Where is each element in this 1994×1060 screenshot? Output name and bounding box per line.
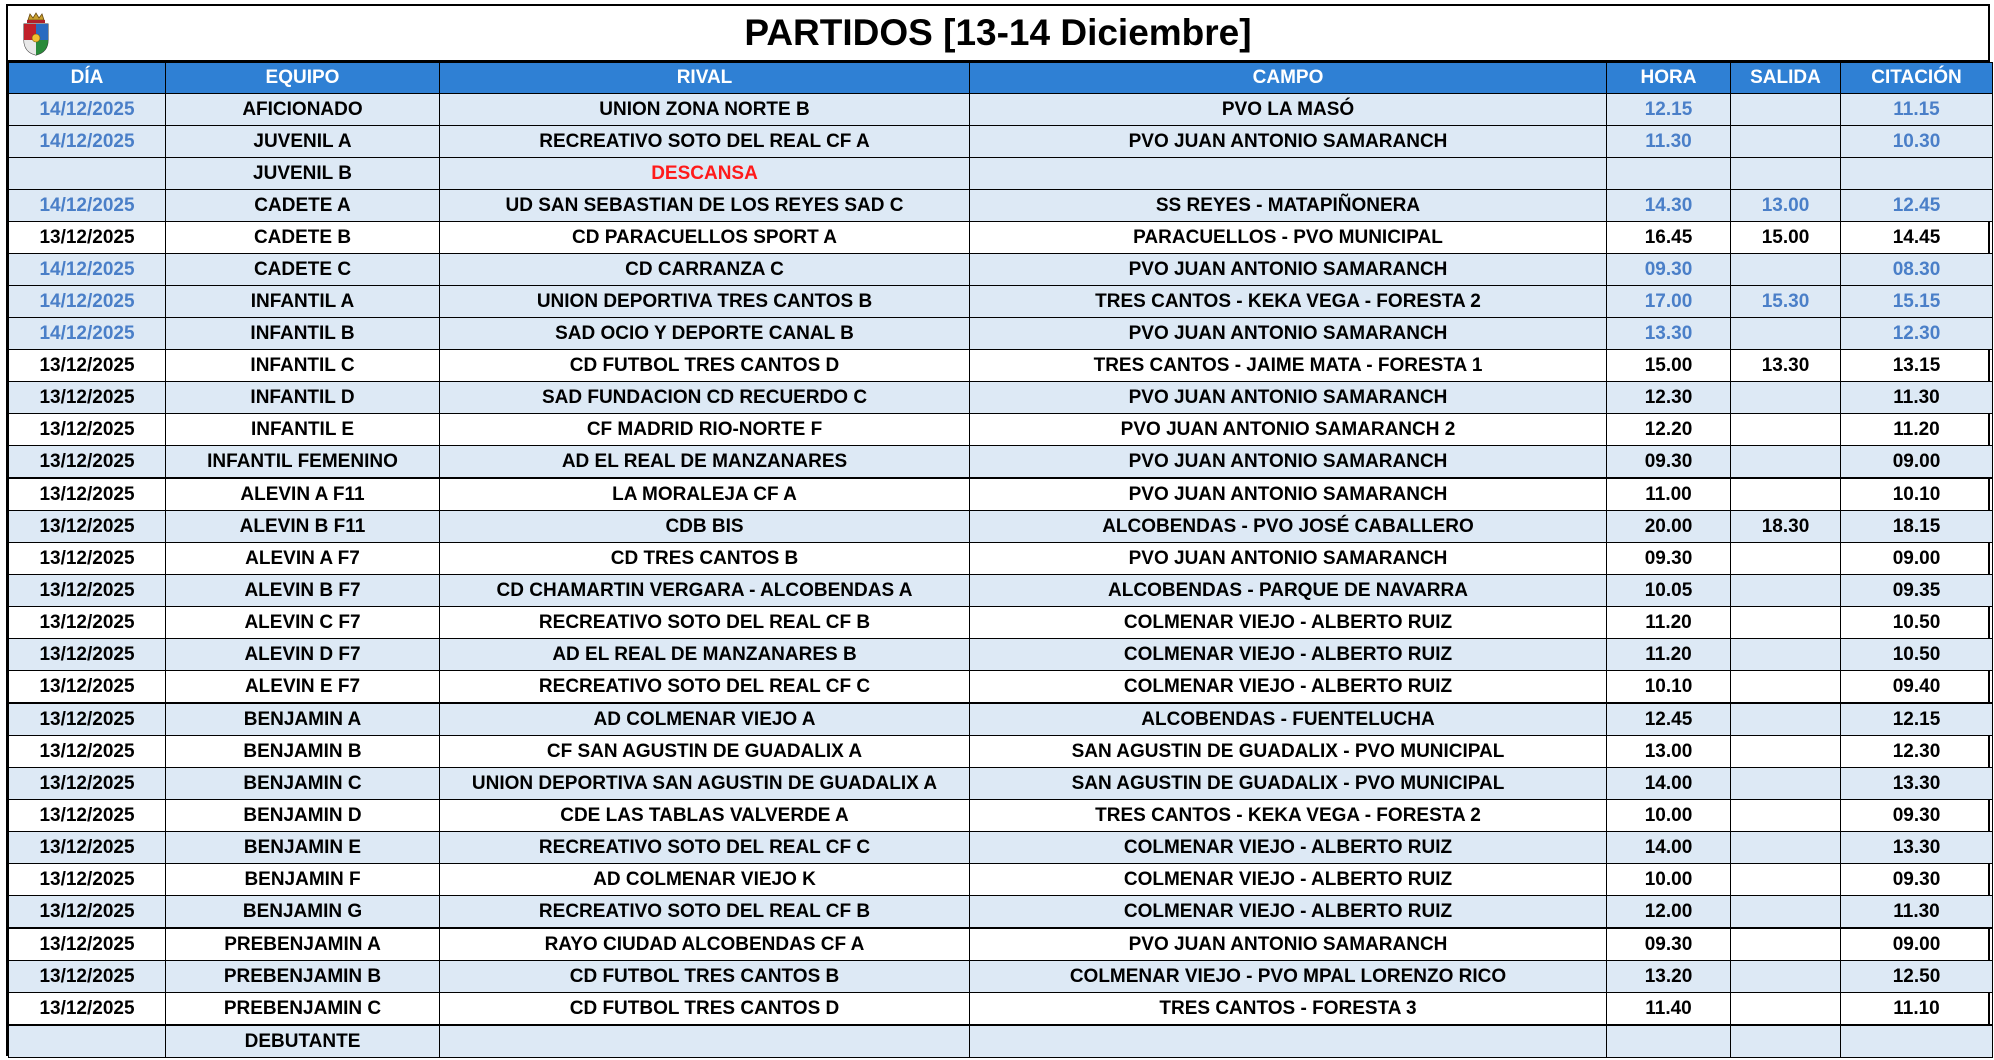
cell-dia: 13/12/2025 <box>9 222 166 254</box>
cell-rival: CD CARRANZA C <box>440 254 970 286</box>
cell-equipo: ALEVIN A F11 <box>166 478 440 511</box>
cell-citacion: 11.15 <box>1841 94 1993 126</box>
cell-rival: CD FUTBOL TRES CANTOS D <box>440 993 970 1026</box>
cell-salida <box>1731 671 1841 704</box>
cell-hora: 12.00 <box>1607 896 1731 929</box>
cell-rival: CF SAN AGUSTIN DE GUADALIX A <box>440 736 970 768</box>
table-row <box>9 126 1993 158</box>
cell-salida <box>1731 543 1841 575</box>
cell-equipo: DEBUTANTE <box>166 1025 440 1058</box>
cell-equipo: ALEVIN C F7 <box>166 607 440 639</box>
cell-hora: 15.00 <box>1607 350 1731 382</box>
cell-equipo: INFANTIL A <box>166 286 440 318</box>
table-row <box>9 382 1993 414</box>
cell-hora: 11.20 <box>1607 639 1731 671</box>
cell-salida <box>1731 478 1841 511</box>
cell-citacion: 12.30 <box>1841 318 1993 350</box>
cell-hora: 16.45 <box>1607 222 1731 254</box>
cell-rival: UNION DEPORTIVA TRES CANTOS B <box>440 286 970 318</box>
cell-citacion: 15.15 <box>1841 286 1993 318</box>
cell-citacion: 13.15 <box>1841 350 1993 382</box>
cell-dia: 13/12/2025 <box>9 864 166 896</box>
cell-citacion: 10.30 <box>1841 126 1993 158</box>
title-row <box>8 6 1988 62</box>
cell-rival: LA MORALEJA CF A <box>440 478 970 511</box>
header-dia: DÍA <box>9 63 166 94</box>
cell-citacion: 13.30 <box>1841 768 1993 800</box>
cell-dia: 14/12/2025 <box>9 126 166 158</box>
cell-salida <box>1731 961 1841 993</box>
cell-equipo: ALEVIN E F7 <box>166 671 440 704</box>
table-row <box>9 639 1993 671</box>
table-row <box>9 350 1993 382</box>
cell-equipo: PREBENJAMIN C <box>166 993 440 1026</box>
cell-campo: COLMENAR VIEJO - ALBERTO RUIZ <box>970 607 1607 639</box>
cell-equipo: BENJAMIN C <box>166 768 440 800</box>
cell-dia <box>9 158 166 190</box>
cell-campo: TRES CANTOS - KEKA VEGA - FORESTA 2 <box>970 800 1607 832</box>
cell-citacion: 14.45 <box>1841 222 1993 254</box>
cell-salida <box>1731 382 1841 414</box>
cell-rival: RAYO CIUDAD ALCOBENDAS CF A <box>440 928 970 961</box>
cell-citacion: 11.30 <box>1841 382 1993 414</box>
cell-campo: PVO JUAN ANTONIO SAMARANCH <box>970 928 1607 961</box>
cell-hora: 13.20 <box>1607 961 1731 993</box>
cell-citacion: 09.00 <box>1841 446 1993 479</box>
cell-rival: RECREATIVO SOTO DEL REAL CF C <box>440 671 970 704</box>
cell-citacion <box>1841 1025 1993 1058</box>
cell-equipo: INFANTIL B <box>166 318 440 350</box>
table-row <box>9 896 1993 929</box>
cell-campo: PVO JUAN ANTONIO SAMARANCH <box>970 543 1607 575</box>
header-salida: SALIDA <box>1731 63 1841 94</box>
table-row <box>9 961 1993 993</box>
cell-equipo: CADETE A <box>166 190 440 222</box>
cell-rival: SAD FUNDACION CD RECUERDO C <box>440 382 970 414</box>
cell-citacion: 10.50 <box>1841 639 1993 671</box>
cell-salida <box>1731 446 1841 479</box>
cell-salida: 15.00 <box>1731 222 1841 254</box>
cell-campo: ALCOBENDAS - FUENTELUCHA <box>970 703 1607 736</box>
cell-hora: 14.00 <box>1607 832 1731 864</box>
cell-salida <box>1731 639 1841 671</box>
cell-salida <box>1731 768 1841 800</box>
table-row <box>9 864 1993 896</box>
cell-equipo: ALEVIN A F7 <box>166 543 440 575</box>
table-row <box>9 928 1993 961</box>
cell-salida <box>1731 94 1841 126</box>
cell-campo: COLMENAR VIEJO - PVO MPAL LORENZO RICO <box>970 961 1607 993</box>
cell-equipo: BENJAMIN F <box>166 864 440 896</box>
cell-equipo: CADETE B <box>166 222 440 254</box>
cell-campo: PARACUELLOS - PVO MUNICIPAL <box>970 222 1607 254</box>
cell-rival: CD CHAMARTIN VERGARA - ALCOBENDAS A <box>440 575 970 607</box>
cell-hora: 17.00 <box>1607 286 1731 318</box>
cell-hora: 12.20 <box>1607 414 1731 446</box>
matches-table <box>8 62 1993 1058</box>
cell-dia: 13/12/2025 <box>9 928 166 961</box>
table-row <box>9 736 1993 768</box>
cell-salida: 18.30 <box>1731 511 1841 543</box>
cell-campo: PVO JUAN ANTONIO SAMARANCH <box>970 126 1607 158</box>
cell-equipo: INFANTIL FEMENINO <box>166 446 440 479</box>
header-equipo: EQUIPO <box>166 63 440 94</box>
cell-citacion: 11.20 <box>1841 414 1993 446</box>
cell-hora: 11.20 <box>1607 607 1731 639</box>
cell-dia: 13/12/2025 <box>9 639 166 671</box>
cell-salida <box>1731 414 1841 446</box>
cell-dia: 13/12/2025 <box>9 511 166 543</box>
cell-rival: AD COLMENAR VIEJO K <box>440 864 970 896</box>
cell-dia: 13/12/2025 <box>9 800 166 832</box>
cell-hora: 13.30 <box>1607 318 1731 350</box>
table-row <box>9 703 1993 736</box>
cell-salida <box>1731 575 1841 607</box>
table-row <box>9 94 1993 126</box>
cell-dia: 13/12/2025 <box>9 414 166 446</box>
header-rival: RIVAL <box>440 63 970 94</box>
cell-hora <box>1607 158 1731 190</box>
cell-rival: CD PARACUELLOS SPORT A <box>440 222 970 254</box>
table-row <box>9 543 1993 575</box>
cell-campo <box>970 158 1607 190</box>
cell-rival: CDE LAS TABLAS VALVERDE A <box>440 800 970 832</box>
cell-citacion: 08.30 <box>1841 254 1993 286</box>
cell-dia: 13/12/2025 <box>9 768 166 800</box>
cell-rival: RECREATIVO SOTO DEL REAL CF C <box>440 832 970 864</box>
cell-hora: 12.45 <box>1607 703 1731 736</box>
table-row <box>9 414 1993 446</box>
page-title: PARTIDOS [13-14 Diciembre] <box>744 12 1252 53</box>
cell-equipo: CADETE C <box>166 254 440 286</box>
cell-equipo: BENJAMIN B <box>166 736 440 768</box>
cell-dia: 13/12/2025 <box>9 543 166 575</box>
cell-campo: PVO LA MASÓ <box>970 94 1607 126</box>
cell-campo: COLMENAR VIEJO - ALBERTO RUIZ <box>970 639 1607 671</box>
cell-salida <box>1731 896 1841 929</box>
cell-salida <box>1731 158 1841 190</box>
cell-citacion: 11.10 <box>1841 993 1993 1026</box>
cell-dia: 14/12/2025 <box>9 254 166 286</box>
cell-rival: UD SAN SEBASTIAN DE LOS REYES SAD C <box>440 190 970 222</box>
cell-hora: 10.10 <box>1607 671 1731 704</box>
cell-rival: CD FUTBOL TRES CANTOS B <box>440 961 970 993</box>
cell-campo: PVO JUAN ANTONIO SAMARANCH 2 <box>970 414 1607 446</box>
table-row <box>9 478 1993 511</box>
cell-citacion: 12.30 <box>1841 736 1993 768</box>
cell-salida <box>1731 607 1841 639</box>
header-citacion: CITACIÓN <box>1841 63 1993 94</box>
cell-salida <box>1731 126 1841 158</box>
cell-citacion: 10.10 <box>1841 478 1993 511</box>
cell-citacion: 12.50 <box>1841 961 1993 993</box>
cell-campo: PVO JUAN ANTONIO SAMARANCH <box>970 254 1607 286</box>
cell-citacion: 09.30 <box>1841 800 1993 832</box>
cell-rival: UNION DEPORTIVA SAN AGUSTIN DE GUADALIX A <box>440 768 970 800</box>
cell-campo: TRES CANTOS - JAIME MATA - FORESTA 1 <box>970 350 1607 382</box>
cell-rival: SAD OCIO Y DEPORTE CANAL B <box>440 318 970 350</box>
cell-dia: 13/12/2025 <box>9 575 166 607</box>
cell-hora: 11.00 <box>1607 478 1731 511</box>
table-row <box>9 254 1993 286</box>
table-row <box>9 671 1993 704</box>
cell-rival: AD COLMENAR VIEJO A <box>440 703 970 736</box>
cell-citacion: 12.15 <box>1841 703 1993 736</box>
cell-citacion <box>1841 158 1993 190</box>
cell-hora: 09.30 <box>1607 446 1731 479</box>
cell-dia: 14/12/2025 <box>9 286 166 318</box>
table-row <box>9 768 1993 800</box>
table-row <box>9 607 1993 639</box>
cell-rival: CDB BIS <box>440 511 970 543</box>
cell-equipo: AFICIONADO <box>166 94 440 126</box>
cell-dia: 13/12/2025 <box>9 446 166 479</box>
table-row <box>9 446 1993 479</box>
cell-equipo: PREBENJAMIN B <box>166 961 440 993</box>
cell-campo: COLMENAR VIEJO - ALBERTO RUIZ <box>970 671 1607 704</box>
cell-dia: 13/12/2025 <box>9 671 166 704</box>
cell-dia: 13/12/2025 <box>9 478 166 511</box>
cell-salida <box>1731 928 1841 961</box>
cell-equipo: INFANTIL C <box>166 350 440 382</box>
cell-salida <box>1731 1025 1841 1058</box>
cell-rival: RECREATIVO SOTO DEL REAL CF B <box>440 896 970 929</box>
cell-salida <box>1731 703 1841 736</box>
cell-equipo: BENJAMIN D <box>166 800 440 832</box>
cell-campo: PVO JUAN ANTONIO SAMARANCH <box>970 318 1607 350</box>
cell-equipo: JUVENIL B <box>166 158 440 190</box>
cell-hora: 12.30 <box>1607 382 1731 414</box>
cell-hora: 14.30 <box>1607 190 1731 222</box>
cell-dia: 13/12/2025 <box>9 350 166 382</box>
cell-campo: PVO JUAN ANTONIO SAMARANCH <box>970 478 1607 511</box>
table-row <box>9 511 1993 543</box>
cell-citacion: 12.45 <box>1841 190 1993 222</box>
cell-equipo: INFANTIL D <box>166 382 440 414</box>
cell-hora: 11.30 <box>1607 126 1731 158</box>
table-header-row <box>9 63 1993 94</box>
cell-equipo: ALEVIN B F7 <box>166 575 440 607</box>
cell-rival: DESCANSA <box>440 158 970 190</box>
cell-salida <box>1731 864 1841 896</box>
cell-campo: SAN AGUSTIN DE GUADALIX - PVO MUNICIPAL <box>970 736 1607 768</box>
cell-equipo: PREBENJAMIN A <box>166 928 440 961</box>
cell-hora: 12.15 <box>1607 94 1731 126</box>
table-row <box>9 286 1993 318</box>
cell-dia: 13/12/2025 <box>9 832 166 864</box>
cell-salida <box>1731 800 1841 832</box>
cell-equipo: BENJAMIN A <box>166 703 440 736</box>
cell-dia: 14/12/2025 <box>9 318 166 350</box>
cell-campo: COLMENAR VIEJO - ALBERTO RUIZ <box>970 864 1607 896</box>
cell-dia: 14/12/2025 <box>9 94 166 126</box>
cell-hora: 13.00 <box>1607 736 1731 768</box>
header-campo: CAMPO <box>970 63 1607 94</box>
cell-salida <box>1731 254 1841 286</box>
cell-campo: ALCOBENDAS - PVO JOSÉ CABALLERO <box>970 511 1607 543</box>
schedule-sheet <box>6 4 1990 1056</box>
cell-dia: 13/12/2025 <box>9 607 166 639</box>
cell-campo: SAN AGUSTIN DE GUADALIX - PVO MUNICIPAL <box>970 768 1607 800</box>
cell-salida: 13.00 <box>1731 190 1841 222</box>
cell-citacion: 18.15 <box>1841 511 1993 543</box>
cell-hora: 14.00 <box>1607 768 1731 800</box>
table-row <box>9 575 1993 607</box>
table-row <box>9 158 1993 190</box>
cell-campo <box>970 1025 1607 1058</box>
cell-hora <box>1607 1025 1731 1058</box>
cell-rival <box>440 1025 970 1058</box>
cell-rival: CD FUTBOL TRES CANTOS D <box>440 350 970 382</box>
cell-hora: 11.40 <box>1607 993 1731 1026</box>
cell-rival: CF MADRID RIO-NORTE F <box>440 414 970 446</box>
cell-rival: CD TRES CANTOS B <box>440 543 970 575</box>
cell-dia <box>9 1025 166 1058</box>
cell-campo: COLMENAR VIEJO - ALBERTO RUIZ <box>970 896 1607 929</box>
table-row <box>9 222 1993 254</box>
table-row <box>9 993 1993 1026</box>
cell-citacion: 13.30 <box>1841 832 1993 864</box>
cell-citacion: 09.00 <box>1841 543 1993 575</box>
cell-hora: 20.00 <box>1607 511 1731 543</box>
cell-campo: SS REYES - MATAPIÑONERA <box>970 190 1607 222</box>
cell-citacion: 11.30 <box>1841 896 1993 929</box>
cell-campo: TRES CANTOS - FORESTA 3 <box>970 993 1607 1026</box>
table-row <box>9 318 1993 350</box>
cell-campo: COLMENAR VIEJO - ALBERTO RUIZ <box>970 832 1607 864</box>
cell-dia: 13/12/2025 <box>9 993 166 1026</box>
cell-hora: 09.30 <box>1607 254 1731 286</box>
cell-dia: 13/12/2025 <box>9 703 166 736</box>
cell-hora: 10.00 <box>1607 864 1731 896</box>
cell-dia: 13/12/2025 <box>9 961 166 993</box>
table-body <box>9 94 1993 1058</box>
cell-salida <box>1731 832 1841 864</box>
cell-salida <box>1731 993 1841 1026</box>
cell-rival: AD EL REAL DE MANZANARES <box>440 446 970 479</box>
cell-equipo: JUVENIL A <box>166 126 440 158</box>
cell-salida <box>1731 318 1841 350</box>
cell-citacion: 09.40 <box>1841 671 1993 704</box>
table-row <box>9 800 1993 832</box>
cell-campo: PVO JUAN ANTONIO SAMARANCH <box>970 446 1607 479</box>
cell-dia: 13/12/2025 <box>9 382 166 414</box>
cell-campo: PVO JUAN ANTONIO SAMARANCH <box>970 382 1607 414</box>
cell-equipo: ALEVIN D F7 <box>166 639 440 671</box>
cell-dia: 13/12/2025 <box>9 896 166 929</box>
cell-campo: TRES CANTOS - KEKA VEGA - FORESTA 2 <box>970 286 1607 318</box>
cell-hora: 09.30 <box>1607 543 1731 575</box>
cell-dia: 14/12/2025 <box>9 190 166 222</box>
cell-equipo: INFANTIL E <box>166 414 440 446</box>
cell-citacion: 09.00 <box>1841 928 1993 961</box>
cell-hora: 10.05 <box>1607 575 1731 607</box>
cell-rival: AD EL REAL DE MANZANARES B <box>440 639 970 671</box>
cell-citacion: 09.35 <box>1841 575 1993 607</box>
cell-equipo: BENJAMIN G <box>166 896 440 929</box>
table-row <box>9 832 1993 864</box>
cell-dia: 13/12/2025 <box>9 736 166 768</box>
cell-salida: 15.30 <box>1731 286 1841 318</box>
cell-equipo: BENJAMIN E <box>166 832 440 864</box>
cell-salida: 13.30 <box>1731 350 1841 382</box>
table-row <box>9 1025 1993 1058</box>
cell-citacion: 09.30 <box>1841 864 1993 896</box>
header-hora: HORA <box>1607 63 1731 94</box>
cell-hora: 09.30 <box>1607 928 1731 961</box>
cell-rival: RECREATIVO SOTO DEL REAL CF A <box>440 126 970 158</box>
cell-campo: ALCOBENDAS - PARQUE DE NAVARRA <box>970 575 1607 607</box>
cell-rival: UNION ZONA NORTE B <box>440 94 970 126</box>
cell-equipo: ALEVIN B F11 <box>166 511 440 543</box>
cell-hora: 10.00 <box>1607 800 1731 832</box>
cell-rival: RECREATIVO SOTO DEL REAL CF B <box>440 607 970 639</box>
cell-salida <box>1731 736 1841 768</box>
table-row <box>9 190 1993 222</box>
cell-citacion: 10.50 <box>1841 607 1993 639</box>
